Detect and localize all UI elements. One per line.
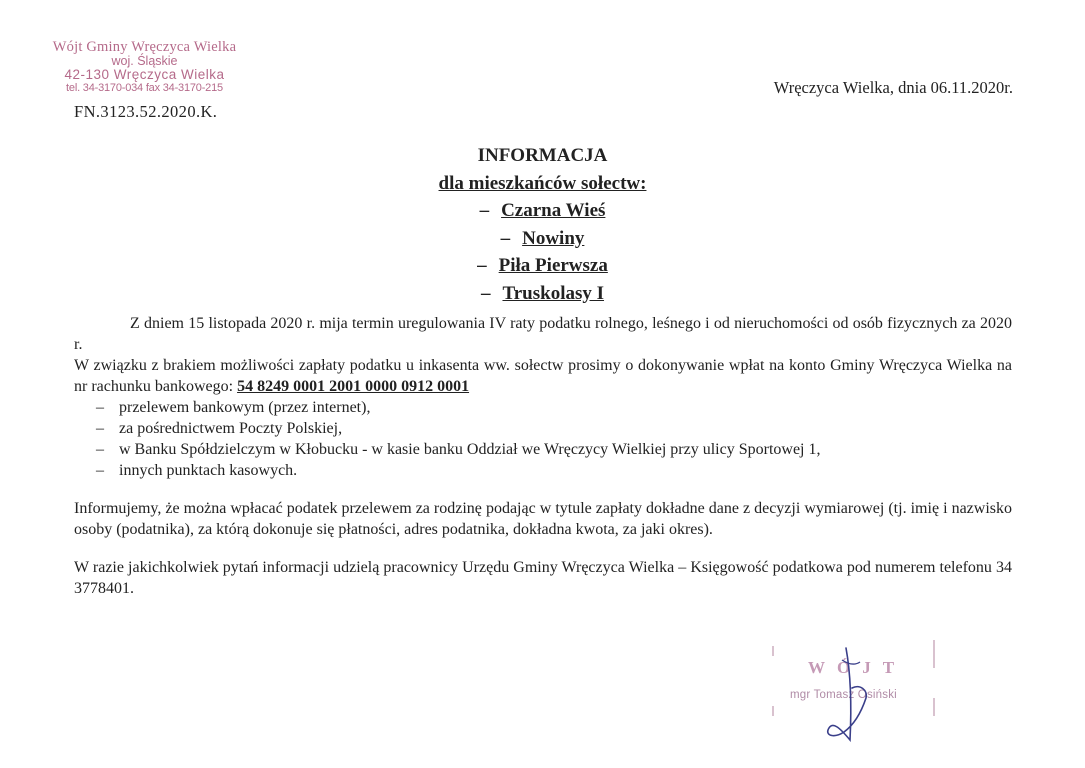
stamp-line-office: Wójt Gminy Wręczyca Wielka [52,39,237,55]
list-item-text: za pośrednictwem Poczty Polskiej, [119,420,343,437]
paragraph-contact: W razie jakichkolwiek pytań informacji udzielą pracownicy Urzędu Gminy Wręczyca Wielka – Księgowość podatkowa pod numerem telefonu 34 3778401. [74,559,1012,597]
scan-edge-mark [772,706,774,716]
signature-title: WÓJT [808,658,907,677]
bank-account-number: 54 8249 0001 2001 0000 0912 0001 [237,378,470,395]
list-bullet: – [96,462,104,479]
list-item-text: w Banku Spółdzielczym w Kłobucku - w kasie banku Oddział we Wręczycy Wielkiej przy ulicy Sportowej 1, [119,441,821,458]
scan-edge-mark [933,698,935,716]
body-text [74,313,1012,599]
title-block [0,142,1085,307]
list-bullet: – [96,420,104,437]
village-item [0,252,1085,280]
payment-intro: W związku z brakiem możliwości zapłaty podatku u inkasenta ww. sołectw prosimy o dokonywanie wpłat na konto Gminy Wręczyca Wielka na nr rachunku bankowego: [74,357,1012,395]
payment-methods-list [74,397,1012,481]
document-heading: INFORMACJA [477,145,608,166]
scan-edge-mark [933,640,935,668]
village-name: Czarna Wieś [501,200,606,221]
reference-number: FN.3123.52.2020.K. [74,102,218,121]
list-item [74,439,1012,460]
village-name: Nowiny [522,227,585,249]
list-bullet: – [96,441,104,458]
village-item [0,225,1085,253]
date-line: Wręczyca Wielka, dnia 06.11.2020r. [773,78,1013,97]
signature-stamp [780,640,940,750]
village-dash: – [480,282,491,304]
scan-edge-mark [772,646,774,656]
list-item-text: przelewem bankowym (przez internet), [119,399,371,416]
stamp-line-address: 42-130 Wręczyca Wielka [64,67,225,83]
paragraph-deadline: Z dniem 15 listopada 2020 r. mija termin uregulowania IV raty podatku rolnego, leśnego i od nieruchomości od osób fizycznych za 2020 r. [74,315,1012,353]
list-item [74,460,1012,481]
list-item-text: innych punktach kasowych. [119,462,298,479]
village-dash: – [479,200,490,221]
list-bullet: – [96,399,104,416]
list-item [74,397,1012,418]
village-dash: – [500,227,511,249]
document-subheading: dla mieszkańców sołectw: [438,172,647,194]
village-item [0,197,1085,225]
paragraph-payment [74,355,1012,397]
stamp-line-phone: tel. 34-3170-034 fax 34-3170-215 [66,81,223,94]
handwritten-signature-icon [780,640,940,750]
office-header-stamp [52,40,237,94]
village-name: Truskolasy I [502,282,605,304]
list-item [74,418,1012,439]
village-dash: – [477,255,487,276]
paragraph-family-payment: Informujemy, że można wpłacać podatek przelewem za rodzinę podając w tytule zapłaty dokładne dane z decyzji wymiarowej (tj. imię i nazwisko osoby (podatnika), za którą dokonuje się płatności, adres podatnika, dokładna kwota, za jaki okres). [74,500,1012,538]
village-item [0,280,1085,308]
village-name: Piła Pierwsza [498,255,608,276]
signature-name: mgr Tomasz Osiński [790,689,897,701]
stamp-line-voivodeship: woj. Śląskie [111,54,178,69]
